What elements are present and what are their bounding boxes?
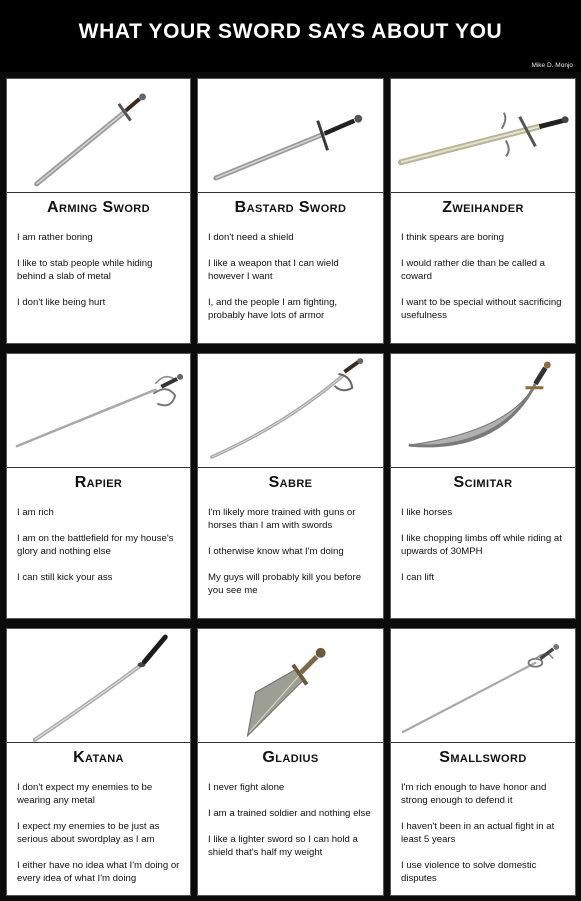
trait-line: I like to stab people while hiding behind a slab of metal (17, 258, 153, 282)
trait-line: I am rather boring (17, 232, 93, 243)
sword-name: Bastard Sword (234, 199, 347, 216)
card-illustration (198, 79, 383, 193)
card-illustration (198, 354, 383, 468)
trait-list (208, 231, 375, 335)
trait-line: My guys will probably kill you before you see me (208, 572, 362, 596)
card-illustration (7, 79, 190, 193)
trait-line: I expect my enemies to be just as serious about swordplay as I am (17, 821, 160, 845)
header-banner (0, 0, 581, 72)
sword-name: Katana (73, 749, 124, 766)
sword-name: Zweihander (442, 199, 524, 216)
trait-line: I am a trained soldier and nothing else (208, 808, 371, 819)
trait-list (17, 781, 182, 898)
trait-line: I think spears are boring (401, 232, 504, 243)
rapier-icon (7, 354, 190, 467)
trait-list (17, 506, 182, 597)
trait-line: I am rich (17, 507, 54, 518)
page-title: WHAT YOUR SWORD SAYS ABOUT YOU (78, 20, 503, 43)
trait-line: I would rather die than be called a coward (401, 258, 545, 282)
trait-line: I use violence to solve domestic disputes (401, 860, 537, 884)
card-zweihander (390, 78, 576, 344)
sabre-icon (198, 354, 383, 467)
trait-line: I don't like being hurt (17, 297, 106, 308)
card-sabre (197, 353, 384, 619)
trait-line: I am on the battlefield for my house's glory and nothing else (17, 533, 174, 557)
trait-line: I either have no idea what I'm doing or every idea of what I'm doing (17, 860, 180, 884)
sword-name: Scimitar (453, 474, 513, 491)
trait-line: I can lift (401, 572, 435, 583)
card-illustration (391, 629, 575, 743)
card-smallsword (390, 628, 576, 896)
card-gladius (197, 628, 384, 896)
sword-name: Rapier (74, 474, 123, 491)
card-arming-sword (6, 78, 191, 344)
trait-line: I like a lighter sword so I can hold a shield that's half my weight (208, 834, 358, 858)
trait-line: I don't expect my enemies to be wearing any metal (17, 782, 153, 806)
card-rapier (6, 353, 191, 619)
card-illustration (391, 354, 575, 468)
trait-line: I like a weapon that I can wield however I want (208, 258, 339, 282)
zweihander-icon (391, 79, 575, 192)
card-scimitar (390, 353, 576, 619)
card-illustration (7, 629, 190, 743)
trait-line: I never fight alone (208, 782, 285, 793)
trait-list (208, 781, 375, 872)
card-illustration (198, 629, 383, 743)
card-bastard-sword (197, 78, 384, 344)
bastard-sword-icon (198, 79, 383, 192)
card-katana (6, 628, 191, 896)
katana-icon (7, 629, 190, 742)
trait-list (401, 506, 567, 597)
trait-list (17, 231, 182, 322)
author-credit: Mike D. Monjo (531, 62, 573, 69)
card-illustration (391, 79, 575, 193)
trait-list (401, 231, 567, 335)
trait-line: I don't need a shield (208, 232, 294, 243)
card-illustration (7, 354, 190, 468)
trait-list (208, 506, 375, 610)
trait-line: I can still kick your ass (17, 572, 113, 583)
arming-sword-icon (7, 79, 190, 192)
trait-line: I'm likely more trained with guns or horses than I am with swords (208, 507, 356, 531)
trait-line: I haven't been in an actual fight in at least 5 years (401, 821, 555, 845)
trait-list (401, 781, 567, 898)
sword-name: Sabre (268, 474, 313, 491)
trait-line: I like chopping limbs off while riding at upwards of 30MPH (401, 533, 562, 557)
trait-line: I like horses (401, 507, 453, 518)
sword-name: Gladius (262, 749, 319, 766)
trait-line: I'm rich enough to have honor and strong enough to defend it (401, 782, 547, 806)
trait-line: I want to be special without sacrificing usefulness (401, 297, 562, 321)
trait-line: I, and the people I am fighting, probably have lots of armor (208, 297, 338, 321)
scimitar-icon (391, 354, 575, 467)
gladius-icon (198, 629, 383, 742)
smallsword-icon (391, 629, 575, 742)
sword-name: Arming Sword (47, 199, 150, 216)
trait-line: I otherwise know what I'm doing (208, 546, 344, 557)
sword-name: Smallsword (439, 749, 527, 766)
